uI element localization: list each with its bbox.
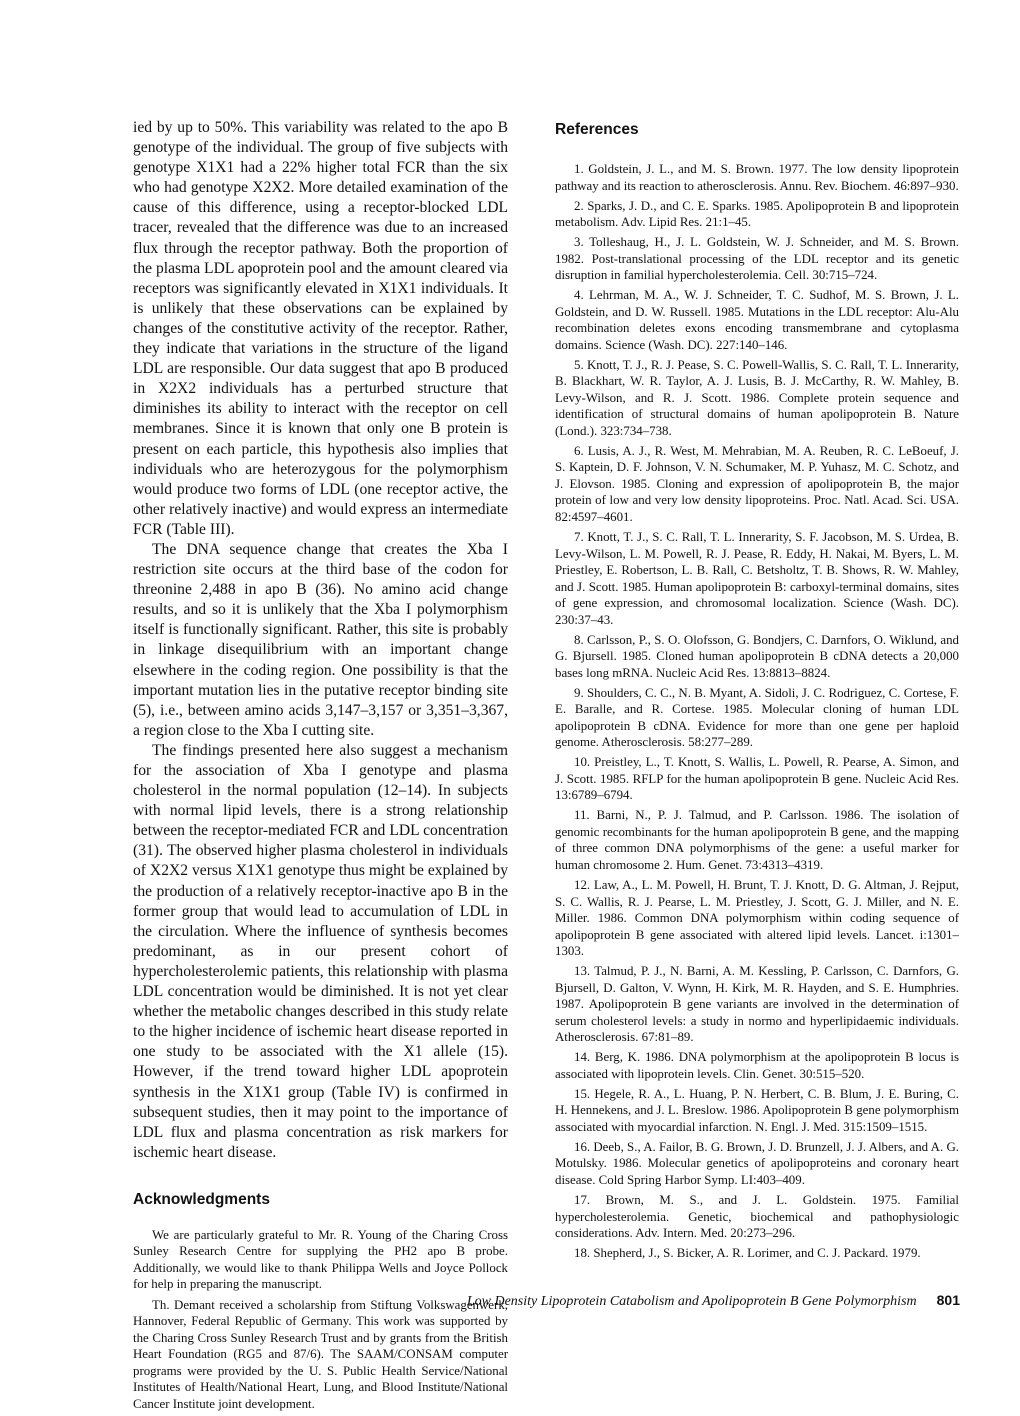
reference-item bbox=[555, 161, 959, 194]
reference-item bbox=[555, 357, 959, 440]
reference-number: 9 . bbox=[574, 686, 587, 700]
reference-item bbox=[555, 529, 959, 628]
reference-item bbox=[555, 198, 959, 231]
reference-text: Berg, K. 1986. DNA polymorphism at the apolipoprotein B locus is associated with lipoprotein levels. Clin. Genet. 30:515–520. bbox=[555, 1050, 960, 1081]
reference-item bbox=[555, 807, 959, 873]
reference-item bbox=[555, 1139, 959, 1189]
reference-item bbox=[555, 234, 959, 284]
reference-text: Lusis, A. J., R. West, M. Mehrabian, M. A. Reuben, R. C. LeBoeuf, J. S. Kaptein, D. F. Johnson, V. N. Schumaker, M. P. Yuhasz, M. C. Schotz, and J. Elovson. 1985. Cloning and expression of apolipoprotein B, the major protein of low and very low density lipoproteins. Proc. Natl. Acad. Sci. USA. 82:4597–4601. bbox=[555, 443, 959, 524]
reference-item bbox=[555, 287, 959, 353]
reference-text: Hegele, R. A., L. Huang, P. N. Herbert, C. B. Blum, J. E. Buring, C. H. Hennekens, and J. L. Breslow. 1986. Apolipoprotein B gene polymorphism associated with myocardial infarction. N. Engl. J. Med. 315:1509–1515. bbox=[555, 1086, 959, 1134]
reference-number: 18 . bbox=[574, 1246, 593, 1260]
reference-text: Goldstein, J. L., and M. S. Brown. 1977. The low density lipoprotein pathway and its reaction to atherosclerosis. Annu. Rev. Biochem. 46:897–930. bbox=[555, 162, 959, 193]
reference-number: 14 . bbox=[574, 1050, 595, 1064]
reference-number: 4 . bbox=[574, 288, 589, 302]
reference-item bbox=[555, 1192, 959, 1242]
reference-text: Barni, N., P. J. Talmud, and P. Carlsson. 1986. The isolation of genomic recombinants for the human apolipoprotein B gene, and the mapping of three common DNA polymorphisms of the gene: a useful marker for human chromosome 2. Hum. Genet. 73:4313–4319. bbox=[555, 808, 959, 872]
reference-item bbox=[555, 443, 959, 526]
page-footer bbox=[467, 1292, 960, 1310]
ack-paragraph: We are particularly grateful to Mr. R. Young of the Charing Cross Sunley Research Centre for supplying the PH2 apo B probe. Additionally, we would like to thank Philippa Wells and Joyce Pollock for help in preparing the manuscript. bbox=[133, 1227, 508, 1292]
reference-item bbox=[555, 1049, 959, 1082]
page-number: 801 bbox=[936, 1292, 960, 1308]
reference-text: Tolleshaug, H., J. L. Goldstein, W. J. Schneider, and M. S. Brown. 1982. Post-translational processing of the LDL receptor and its genetic disruption in familial hypercholesterolemia. Cell. 30:715–724. bbox=[555, 235, 959, 283]
reference-number: 17 . bbox=[574, 1193, 606, 1207]
reference-number: 15 . bbox=[574, 1087, 594, 1101]
acknowledgments-heading: Acknowledgments bbox=[133, 1190, 270, 1208]
right-column bbox=[555, 118, 959, 1265]
reference-text: Preistley, L., T. Knott, S. Wallis, L. Powell, R. Pearse, A. Simon, and J. Scott. 1985. RFLP for the human apolipoprotein B gene. Nucleic Acid Res. 13:6789–6794. bbox=[555, 755, 959, 803]
ack-paragraph: Th. Demant received a scholarship from Stiftung Volkswagenwerk, Hannover, Federal Republic of Germany. This work was supported by the Charing Cross Sunley Research Trust and by grants from the British Heart Foundation (RG5 and 87/6). The SAAM/CONSAM computer programs were provided by the U. S. Public Health Service/National Institutes of Health/National Heart, Lung, and Blood Institute/National Cancer Institute joint development. bbox=[133, 1297, 508, 1411]
left-column bbox=[133, 118, 508, 1416]
reference-text: Law, A., L. M. Powell, H. Brunt, T. J. Knott, D. G. Altman, J. Rejput, S. C. Wallis, R. J. Pearse, L. M. Priestley, J. Scott, G. J. Miller, and N. E. Miller. 1986. Common DNA polymorphism within coding sequence of apolipoprotein B gene associated with altered lipid levels. Lancet. i:1301–1303. bbox=[555, 878, 959, 959]
body-paragraph: The DNA sequence change that creates the Xba I restriction site occurs at the third base of the codon for threonine 2,488 in apo B (36). No amino acid change results, and so it is unlikely that the Xba I polymorphism itself is functionally significant. Rather, this site is probably in linkage disequilibrium with an important change elsewhere in the coding region. One possibility is that the important mutation lies in the putative receptor binding site (5), i.e., between amino acids 3,147–3,157 or 3,351–3,367, a region close to the Xba I cutting site. bbox=[133, 540, 508, 739]
reference-number: 5 . bbox=[574, 358, 587, 372]
reference-number: 12 . bbox=[574, 878, 594, 892]
references-heading: References bbox=[555, 121, 639, 138]
reference-list bbox=[555, 161, 959, 1262]
body-paragraph: ied by up to 50%. This variability was related to the apo B genotype of the individual. The group of five subjects with genotype X1X1 had a 22% higher total FCR than the six who had genotype X2X2. More detailed examination of the cause of this difference, using a receptor-blocked LDL tracer, revealed that the difference was due to an increased flux through the receptor pathway. Both the proportion of the plasma LDL apoprotein pool and the amount cleared via receptors was significantly elevated in X1X1 individuals. It is unlikely that these observations can be explained by changes of the constitutive activity of the receptor. Rather, they indicate that variations in the structure of the ligand LDL are responsible. Our data suggest that apo B produced in X2X2 individuals has a perturbed structure that diminishes its ability to interact with the receptor on cell membranes. Since it is known that only one B protein is present on each particle, this hypothesis also implies that individuals who are heterozygous for the polymorphism would produce two forms of LDL (one receptor active, the other relatively inactive) and would express an intermediate FCR (Table III). bbox=[133, 119, 508, 538]
body-paragraph: The findings presented here also suggest a mechanism for the association of Xba I genotype and plasma cholesterol in the normal population (12–14). In subjects with normal lipid levels, there is a strong relationship between the receptor-mediated FCR and LDL concentration (31). The observed higher plasma cholesterol in individuals of X2X2 versus X1X1 genotype thus might be explained by the production of a relatively receptor-inactive apo B in the former group that would lead to accumulation of LDL in the circulation. Where the influence of synthesis becomes predominant, as in our present cohort of hypercholesterolemic patients, this relationship with plasma LDL concentration would be diminished. It is not yet clear whether the metabolic changes described in this study relate to the higher incidence of ischemic heart disease reported in one study to be associated with the X1 allele (15). However, if the trend toward higher LDL apoprotein synthesis in the X1X1 group (Table IV) is confirmed in subsequent studies, then it may point to the importance of LDL flux and plasma concentration as risk markers for ischemic heart disease. bbox=[133, 741, 508, 1161]
reference-text: Sparks, J. D., and C. E. Sparks. 1985. Apolipoprotein B and lipoprotein metabolism. Adv. Lipid Res. 21:1–45. bbox=[555, 198, 959, 230]
running-title: Low Density Lipoprotein Catabolism and Apolipoprotein B Gene Polymorphism bbox=[466, 1294, 917, 1309]
reference-text: Carlsson, P., S. O. Olofsson, G. Bondjers, C. Darnfors, O. Wiklund, and G. Bjursell. 1985. Cloned human apolipoprotein B cDNA detects a 20,000 bases long mRNA. Nucleic Acid Res. 13:8813–8824. bbox=[555, 632, 959, 680]
reference-number: 3 . bbox=[574, 235, 589, 249]
reference-number: 10 . bbox=[574, 755, 594, 769]
reference-item bbox=[555, 632, 959, 682]
reference-number: 7 . bbox=[574, 530, 587, 544]
reference-number: 11 . bbox=[574, 808, 597, 822]
reference-item bbox=[555, 877, 959, 960]
reference-text: Talmud, P. J., N. Barni, A. M. Kessling, P. Carlsson, C. Darnfors, G. Bjursell, D. Galton, V. Wynn, H. Kirk, M. R. Hayden, and S. E. Humphries. 1987. Apolipoprotein B gene variants are involved in the determination of serum cholesterol levels: a study in normo and hyperlipidaemic individuals. Atherosclerosis. 67:81–89. bbox=[555, 964, 959, 1045]
reference-number: 6 . bbox=[574, 444, 588, 458]
reference-text: Knott, T. J., S. C. Rall, T. L. Innerarity, S. F. Jacobson, M. S. Urdea, B. Levy-Wilson, L. M. Powell, R. J. Pease, R. Eddy, H. Nakai, M. Byers, L. M. Priestley, E. Robertson, L. B. Rall, C. Betsholtz, T. B. Shows, R. W. Mahley, and J. Scott. 1985. Human apolipoprotein B: carboxyl-terminal domains, sites of gene expression, and chromosomal localization. Science (Wash. DC). 230:37–43. bbox=[555, 530, 959, 627]
reference-item bbox=[555, 685, 959, 751]
reference-text: Shepherd, J., S. Bicker, A. R. Lorimer, and C. J. Packard. 1979. bbox=[593, 1246, 921, 1261]
reference-text: Deeb, S., A. Failor, B. G. Brown, J. D. Brunzell, J. J. Albers, and A. G. Motulsky. 1986. Molecular genetics of apolipoproteins and coronary heart disease. Cold Spring Harbor Symp. LI:403–409. bbox=[555, 1139, 959, 1187]
reference-item bbox=[555, 1086, 959, 1136]
reference-text: Lehrman, M. A., W. J. Schneider, T. C. Sudhof, M. S. Brown, J. L. Goldstein, and D. W. Russell. 1985. Mutations in the LDL receptor: Alu-Alu recombination deletes exons encoding transmembrane and cytoplasma domains. Science (Wash. DC). 227:140–146. bbox=[555, 288, 959, 352]
discussion-text bbox=[133, 118, 508, 1163]
reference-item bbox=[555, 754, 959, 804]
reference-number: 16 . bbox=[574, 1140, 593, 1154]
reference-number: 2 . bbox=[574, 199, 587, 213]
reference-item bbox=[555, 963, 959, 1046]
reference-number: 1 . bbox=[574, 162, 588, 176]
reference-number: 13 . bbox=[574, 964, 594, 978]
reference-text: Brown, M. S., and J. L. Goldstein. 1975. Familial hypercholesterolemia. Genetic, biochemical and pathophysiologic considerations. Adv. Intern. Med. 20:273–296. bbox=[555, 1193, 959, 1240]
reference-item bbox=[555, 1245, 959, 1262]
reference-text: Shoulders, C. C., N. B. Myant, A. Sidoli, J. C. Rodriguez, C. Cortese, F. E. Baralle, and R. Cortese. 1985. Molecular cloning of human LDL apolipoprotein B cDNA. Evidence for more than one gene per haploid genome. Atherosclerosis. 58:277–289. bbox=[555, 685, 959, 750]
reference-number: 8 . bbox=[574, 633, 587, 647]
reference-text: Knott, T. J., R. J. Pease, S. C. Powell-Wallis, S. C. Rall, T. L. Innerarity, B. Blackhart, W. R. Taylor, A. J. Lusis, B. J. McCarthy, R. W. Mahley, B. Levy-Wilson, and R. J. Scott. 1986. Complete protein sequence and identification of structural domains of human apolipoprotein B. Nature (Lond.). 323:734–738. bbox=[555, 357, 960, 438]
